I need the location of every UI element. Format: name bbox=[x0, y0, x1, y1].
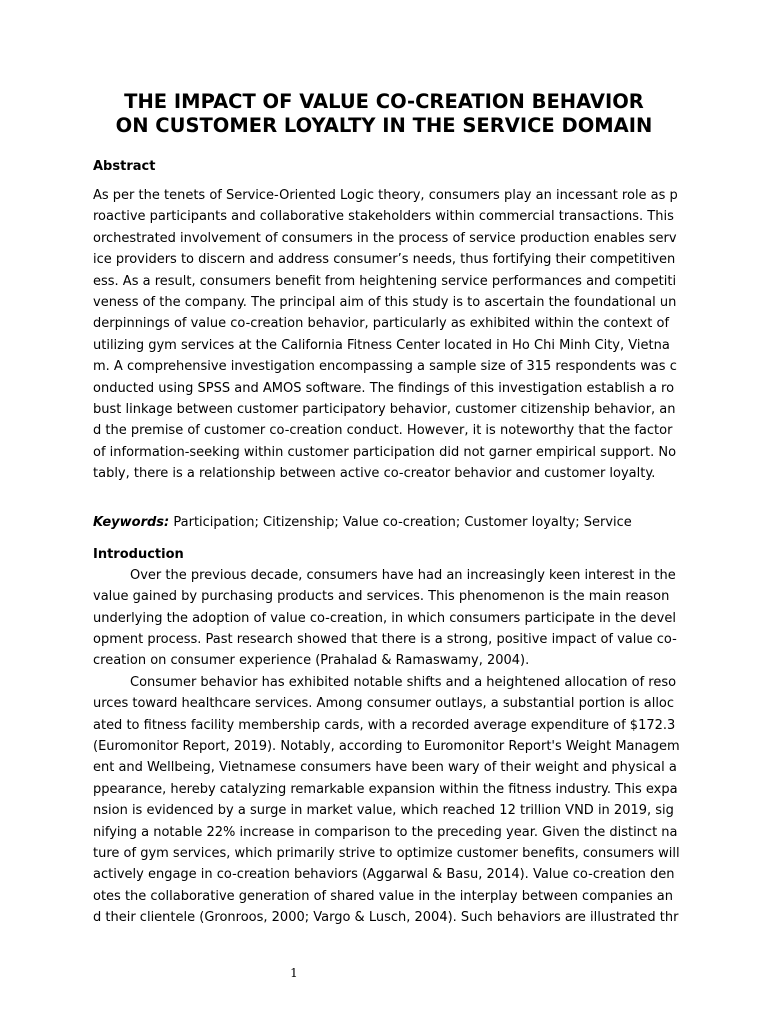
text-line: ent and Wellbeing, Vietnamese consumers have been wary of their weight and physical a bbox=[93, 760, 677, 776]
text-line: m. A comprehensive investigation encompassing a sample size of 315 respondents was c bbox=[93, 359, 677, 375]
text-line: ess. As a result, consumers benefit from heightening service performances and competiti bbox=[93, 273, 677, 289]
text-line: value gained by purchasing products and services. This phenomenon is the main reason bbox=[93, 589, 670, 605]
introduction-paragraph-2 bbox=[93, 672, 680, 929]
keywords-line bbox=[93, 513, 675, 533]
text-line: otes the collaborative generation of shared value in the interplay between companies an bbox=[93, 888, 674, 904]
text-line: onducted using SPSS and AMOS software. The findings of this investigation establish a ro bbox=[93, 380, 675, 396]
text-line: d the premise of customer co-creation conduct. However, it is noteworthy that the factor bbox=[93, 423, 673, 439]
introduction-paragraph-1 bbox=[93, 565, 675, 672]
text-line: d their clientele (Gronroos, 2000; Vargo & Lusch, 2004). Such behaviors are illustrated thr bbox=[93, 910, 679, 926]
title-line: ON CUSTOMER LOYALTY IN THE SERVICE DOMAIN bbox=[115, 114, 653, 137]
text-line: ture of gym services, which primarily strive to optimize customer benefits, consumers will bbox=[93, 845, 680, 861]
page-number: 1 bbox=[290, 966, 298, 980]
title-line: THE IMPACT OF VALUE CO-CREATION BEHAVIOR bbox=[124, 90, 644, 113]
text-line: underlying the adoption of value co-creation, in which consumers participate in the devel bbox=[93, 610, 676, 626]
keywords-label: Keywords: bbox=[93, 514, 170, 530]
text-line: nifying a notable 22% increase in comparison to the preceding year. Given the distinct na bbox=[93, 824, 678, 840]
text-line: veness of the company. The principal aim of this study is to ascertain the foundational un bbox=[93, 295, 677, 311]
paper-title bbox=[73, 90, 695, 138]
text-line: As per the tenets of Service-Oriented Logic theory, consumers play an incessant role as p bbox=[93, 188, 678, 203]
text-line: Consumer behavior has exhibited notable shifts and a heightened allocation of reso bbox=[130, 674, 677, 690]
text-line: tably, there is a relationship between active co-creator behavior and customer loyalty. bbox=[93, 466, 656, 482]
keywords-text: Participation; Citizenship; Value co-creation; Customer loyalty; Service bbox=[169, 514, 632, 530]
introduction-heading: Introduction bbox=[93, 546, 184, 562]
text-line: of information-seeking within customer participation did not garner empirical support. No bbox=[93, 444, 677, 460]
text-line: roactive participants and collaborative stakeholders within commercial transactions. This bbox=[93, 209, 674, 225]
text-line: nsion is evidenced by a surge in market value, which reached 12 trillion VND in 2019, sig bbox=[93, 803, 674, 819]
text-line: Over the previous decade, consumers have had an increasingly keen interest in the bbox=[130, 567, 676, 583]
text-line: ice providers to discern and address consumer’s needs, thus fortifying their competitiven bbox=[93, 252, 676, 268]
text-line: urces toward healthcare services. Among consumer outlays, a substantial portion is alloc bbox=[93, 696, 675, 712]
text-line: utilizing gym services at the California Fitness Center located in Ho Chi Minh City, Vietna bbox=[93, 337, 670, 353]
text-line: creation on consumer experience (Prahalad & Ramaswamy, 2004). bbox=[93, 653, 530, 669]
abstract-heading: Abstract bbox=[93, 159, 156, 174]
text-line: ated to fitness facility membership cards, with a recorded average expenditure of $172.3 bbox=[93, 717, 676, 733]
text-line: derpinnings of value co-creation behavior, particularly as exhibited within the context of bbox=[93, 316, 670, 332]
text-line: (Euromonitor Report, 2019). Notably, according to Euromonitor Report's Weight Managem bbox=[93, 738, 680, 754]
document-page bbox=[93, 90, 680, 929]
text-line: ppearance, hereby catalyzing remarkable expansion within the fitness industry. This expa bbox=[93, 781, 678, 797]
abstract-body bbox=[93, 185, 678, 485]
text-line: opment process. Past research showed that there is a strong, positive impact of value co- bbox=[93, 631, 677, 647]
text-line: actively engage in co-creation behaviors (Aggarwal & Basu, 2014). Value co-creation den bbox=[93, 867, 675, 883]
text-line: orchestrated involvement of consumers in the process of service production enables serv bbox=[93, 230, 677, 246]
text-line: bust linkage between customer participatory behavior, customer citizenship behavior, an bbox=[93, 402, 676, 418]
